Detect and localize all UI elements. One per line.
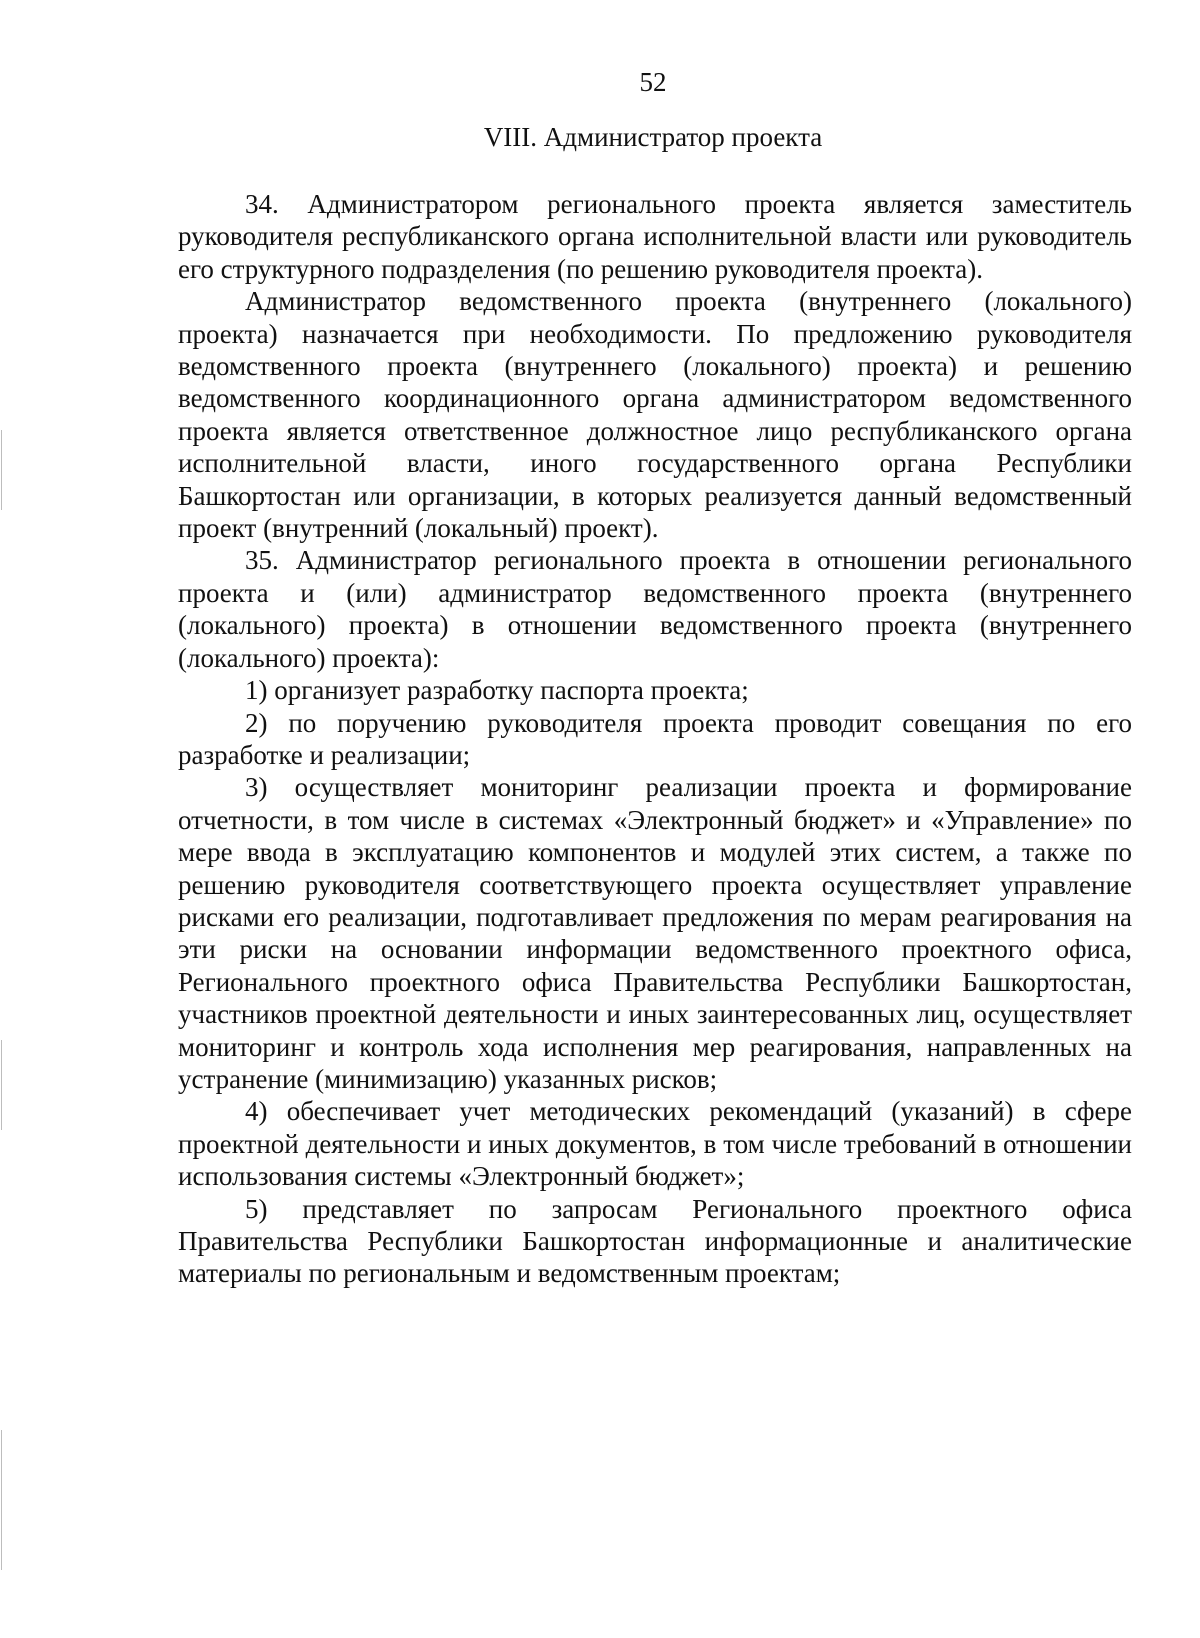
list-item-2: 2) по поручению руководителя проекта проводит совещания по его разработке и реализации;: [178, 707, 1132, 770]
scan-edge-mark: [1, 1040, 2, 1130]
section-title: VIII. Администратор проекта: [483, 122, 823, 152]
scan-edge-mark: [1, 1430, 2, 1570]
list-item-4: 4) обеспечивает учет методических рекомендаций (указаний) в сфере проектной деятельности и иных документов, в том числе требований в отношении использования системы «Электронный бюджет»;: [178, 1096, 1132, 1192]
paragraph-administrator-departmental: Администратор ведомственного проекта (внутреннего (локального) проекта) назначается при необходимости. По предложению руководителя ведомственного проекта (внутреннего (локального) проекта) и решению ведомственного координационного органа администратором ведомственного проекта является ответственное должностное лицо республиканского органа исполнительной власти, иного государственного органа Республики Башкортостан или организации, в которых реализуется данный ведомственный проект (внутренний (локальный) проект).: [178, 286, 1132, 544]
page-number: 52: [639, 67, 667, 97]
list-item-3: 3) осуществляет мониторинг реализации проекта и формирование отчетности, в том числе в системах «Электронный бюджет» и «Управление» по мере ввода в эксплуатацию компонентов и модулей этих систем, а также по решению руководителя соответствующего проекта осуществляет управление рисками его реализации, подготавливает предложения по мерам реагирования на эти риски на основании информации ведомственного проектного офиса, Регионального проектного офиса Правительства Республики Башкортостан, участников проектной деятельности и иных заинтересованных лиц, осуществляет мониторинг и контроль хода исполнения мер реагирования, направленных на устранение (минимизацию) указанных рисков;: [178, 772, 1132, 1094]
document-body: [178, 188, 1132, 1290]
paragraph-34: 34. Администратором регионального проекта является заместитель руководителя республиканского органа исполнительной власти или руководитель его структурного подразделения (по решению руководителя проекта).: [178, 189, 1132, 284]
scan-edge-mark: [1, 430, 2, 510]
list-item-1: 1) организует разработку паспорта проекта;: [245, 675, 749, 706]
paragraph-35: 35. Администратор регионального проекта в отношении регионального проекта и (или) администратор ведомственного проекта (внутреннего (локального) проекта) в отношении ведомственного проекта (внутреннего (локального) проекта):: [178, 545, 1132, 673]
list-item-5: 5) представляет по запросам Регионального проектного офиса Правительства Республики Башкортостан информационные и аналитические материалы по региональным и ведомственным проектам;: [178, 1193, 1132, 1289]
